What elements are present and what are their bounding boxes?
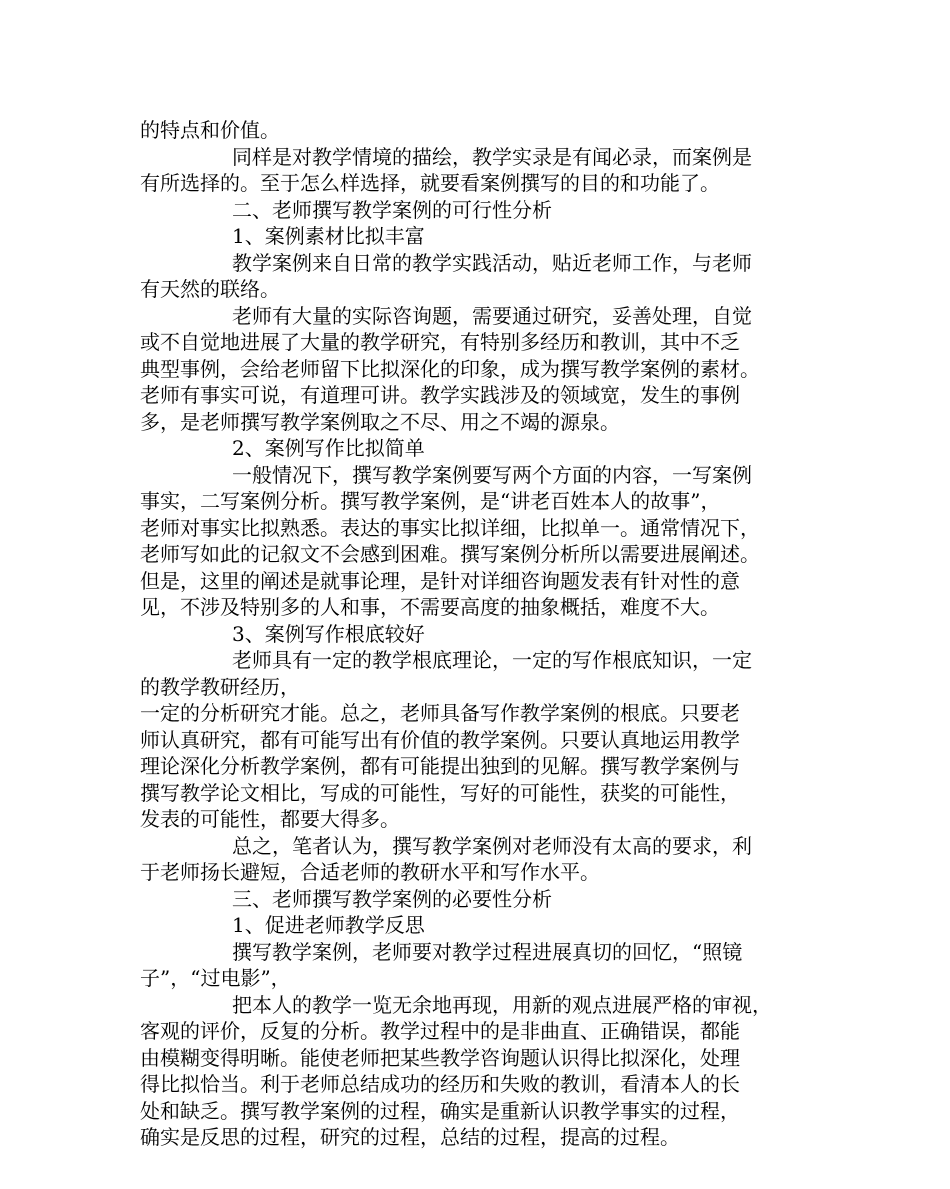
text-line: 二、老师撰写教学案例的可行性分析 <box>232 197 552 222</box>
text-line: 子”，“过电影”， <box>140 966 291 990</box>
text-line: 由模糊变得明晰。能使老师把某些教学咨询题认识得比拟深化，处理 <box>140 1045 740 1070</box>
text-line: 一般情况下，撰写教学案例要写两个方面的内容，一写案例 <box>232 462 752 487</box>
text-line: 把本人的教学一览无余地再现，用新的观点进展严格的审视， <box>232 992 772 1017</box>
text-line: 总之，笔者认为，撰写教学案例对老师没有太高的要求，利 <box>232 833 752 858</box>
text-line: 撰写教学论文相比，写成的可能性，写好的可能性，获奖的可能性， <box>140 780 740 805</box>
text-line: 的特点和价值。 <box>140 118 280 142</box>
text-line: 老师写如此的记叙文不会感到困难。撰写案例分析所以需要进展阐述。 <box>140 542 760 566</box>
text-line: 有所选择的。至于怎么样选择，就要看案例撰写的目的和功能了。 <box>140 171 720 195</box>
text-line: 确实是反思的过程，研究的过程，总结的过程，提高的过程。 <box>140 1125 680 1149</box>
text-line: 发表的可能性，都要大得多。 <box>140 807 400 831</box>
text-line: 典型事例，会给老师留下比拟深化的印象，成为撰写教学案例的素材。 <box>140 356 760 381</box>
text-line: 客观的评价，反复的分析。教学过程中的是非曲直、正确错误，都能 <box>140 1019 740 1043</box>
text-line: 同样是对教学情境的描绘，教学实录是有闻必录，而案例是 <box>232 144 752 169</box>
text-line: 但是，这里的阐述是就事论理，是针对详细咨询题发表有针对性的意 <box>140 568 740 593</box>
text-line: 老师具有一定的教学根底理论，一定的写作根底知识，一定 <box>232 648 752 672</box>
text-line: 的教学教研经历， <box>140 674 300 699</box>
text-line: 一定的分析研究才能。总之，老师具备写作教学案例的根底。只要老 <box>140 701 740 725</box>
text-line: 老师有事实可说，有道理可讲。教学实践涉及的领域宽，发生的事例 <box>140 383 740 407</box>
text-line: 撰写教学案例，老师要对教学过程进展真切的回忆，“照镜 <box>232 939 743 964</box>
text-line: 老师有大量的实际咨询题，需要通过研究，妥善处理，自觉 <box>232 303 752 328</box>
text-line: 见，不涉及特别多的人和事，不需要高度的抽象概括，难度不大。 <box>140 595 720 619</box>
text-line: 1、促进老师教学反思 <box>232 913 425 937</box>
text-line: 于老师扬长避短，合适老师的教研水平和写作水平。 <box>140 860 600 884</box>
text-line: 三、老师撰写教学案例的必要性分析 <box>232 886 552 911</box>
text-line: 有天然的联络。 <box>140 277 280 301</box>
text-line: 多，是老师撰写教学案例取之不尽、用之不竭的源泉。 <box>140 409 620 434</box>
text-line: 2、案例写作比拟简单 <box>232 436 425 460</box>
text-line: 理论深化分析教学案例，都有可能提出独到的见解。撰写教学案例与 <box>140 754 740 778</box>
text-line: 教学案例来自日常的教学实践活动，贴近老师工作，与老师 <box>232 250 752 275</box>
text-line: 老师对事实比拟熟悉。表达的事实比拟详细，比拟单一。通常情况下， <box>140 515 760 540</box>
text-line: 师认真研究，都有可能写出有价值的教学案例。只要认真地运用教学 <box>140 727 740 752</box>
text-line: 得比拟恰当。利于老师总结成功的经历和失败的教训，看清本人的长 <box>140 1072 740 1096</box>
text-line: 1、案例素材比拟丰富 <box>232 224 425 248</box>
text-line: 3、案例写作根底较好 <box>232 621 425 646</box>
text-line: 处和缺乏。撰写教学案例的过程，确实是重新认识教学事实的过程， <box>140 1098 740 1123</box>
document-body <box>140 117 825 1151</box>
text-line: 事实，二写案例分析。撰写教学案例，是“讲老百姓本人的故事”， <box>140 489 721 513</box>
text-line: 或不自觉地进展了大量的教学研究，有特别多经历和教训，其中不乏 <box>140 330 740 354</box>
